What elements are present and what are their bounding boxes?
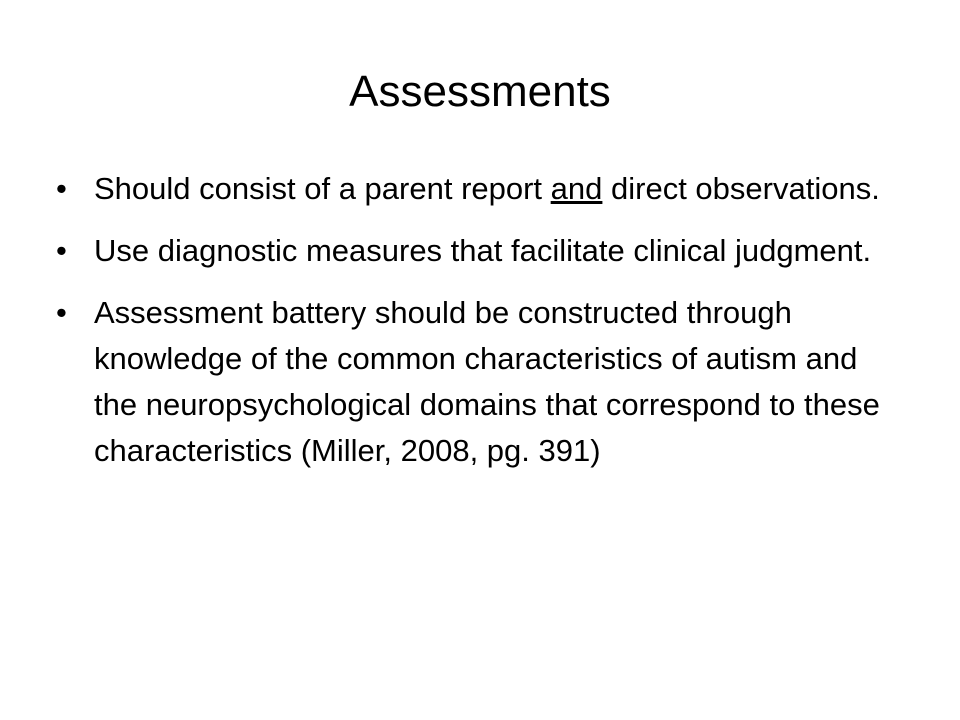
bullet-icon: •	[56, 233, 67, 268]
bullet-item	[56, 166, 906, 212]
bullet-list	[56, 166, 906, 490]
bullet-icon: •	[56, 171, 67, 206]
bullet-text-before: Should consist of a parent report	[94, 171, 551, 206]
bullet-icon: •	[56, 295, 67, 330]
bullet-item	[56, 228, 906, 274]
bullet-text-after: direct observations.	[602, 171, 880, 206]
bullet-text: Assessment battery should be constructed through knowledge of the common characteristics of autism and the neuropsychological domains that correspond to these characteristics (Miller, 2008, pg. 391)	[94, 295, 880, 468]
bullet-text-underlined: and	[550, 171, 603, 206]
slide-title: Assessments	[349, 67, 611, 116]
bullet-text: Use diagnostic measures that facilitate clinical judgment.	[94, 233, 872, 268]
bullet-item	[56, 290, 906, 474]
